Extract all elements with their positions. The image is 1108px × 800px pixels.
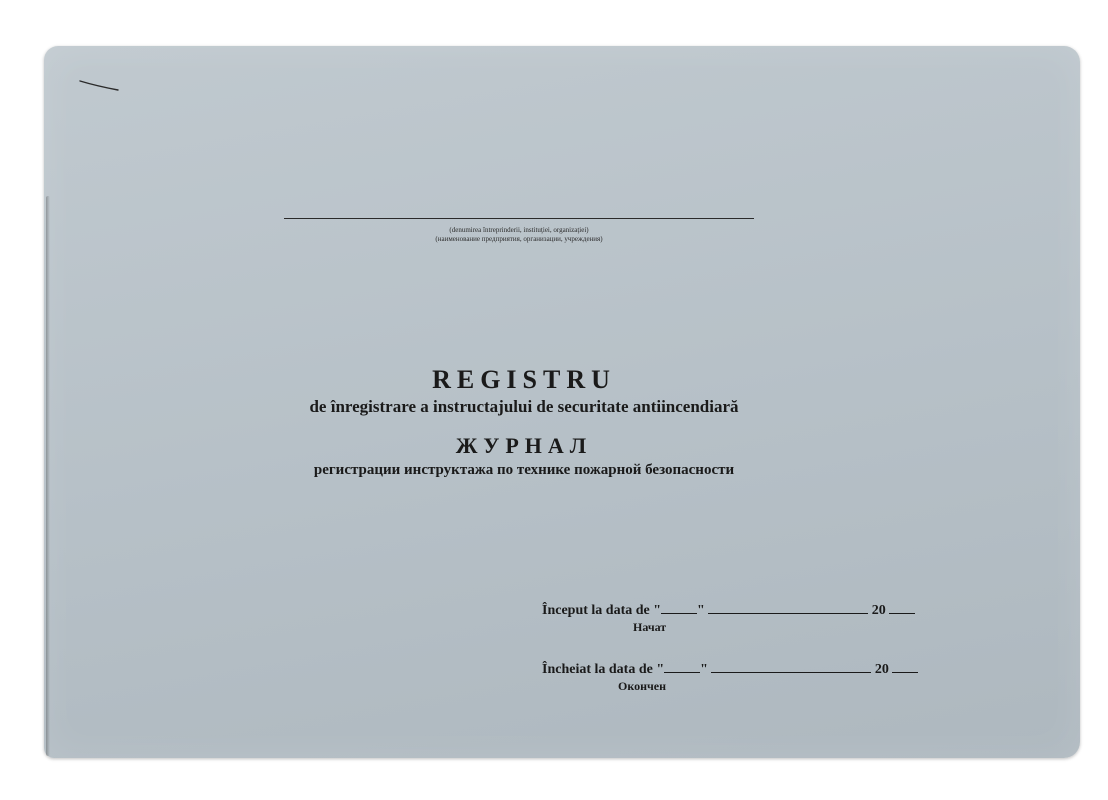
organization-caption <box>284 226 754 244</box>
start-day-blank <box>661 599 697 614</box>
end-year-blank <box>892 658 918 673</box>
end-close-quote: " <box>700 662 708 677</box>
subtitle-ro: de înregistrare a instructajului de securitate antiincendiară <box>309 397 739 416</box>
start-open-quote: " <box>653 603 662 618</box>
start-year-prefix: 20 <box>871 603 886 618</box>
start-month-blank <box>708 599 868 614</box>
start-date-label: Început la data de <box>542 603 650 618</box>
start-date-label-ru: Начат <box>633 620 667 634</box>
title-ro: REGISTRU <box>432 365 616 394</box>
register-cover <box>44 46 1080 758</box>
end-open-quote: " <box>656 662 665 677</box>
subtitle-ru: регистрации инструктажа по технике пожарной безопасности <box>313 462 735 478</box>
end-date-label: Încheiat la data de <box>542 662 653 677</box>
end-day-blank <box>664 658 700 673</box>
title-block <box>44 364 1004 480</box>
end-date-label-ru: Окончен <box>618 679 667 693</box>
title-ru: ЖУРНАЛ <box>455 433 593 458</box>
organization-name-line <box>284 218 754 219</box>
pen-mark-icon <box>78 78 122 92</box>
start-date-row <box>542 599 915 620</box>
start-year-blank <box>889 599 915 614</box>
end-date-row <box>542 658 918 679</box>
end-month-blank <box>711 658 871 673</box>
start-close-quote: " <box>697 603 705 618</box>
organization-caption-ro: (denumirea întreprinderii, instituţiei, organizaţiei) <box>449 226 589 234</box>
end-year-prefix: 20 <box>874 662 889 677</box>
organization-caption-ru: (наименование предприятия, организации, учреждения) <box>435 235 603 243</box>
